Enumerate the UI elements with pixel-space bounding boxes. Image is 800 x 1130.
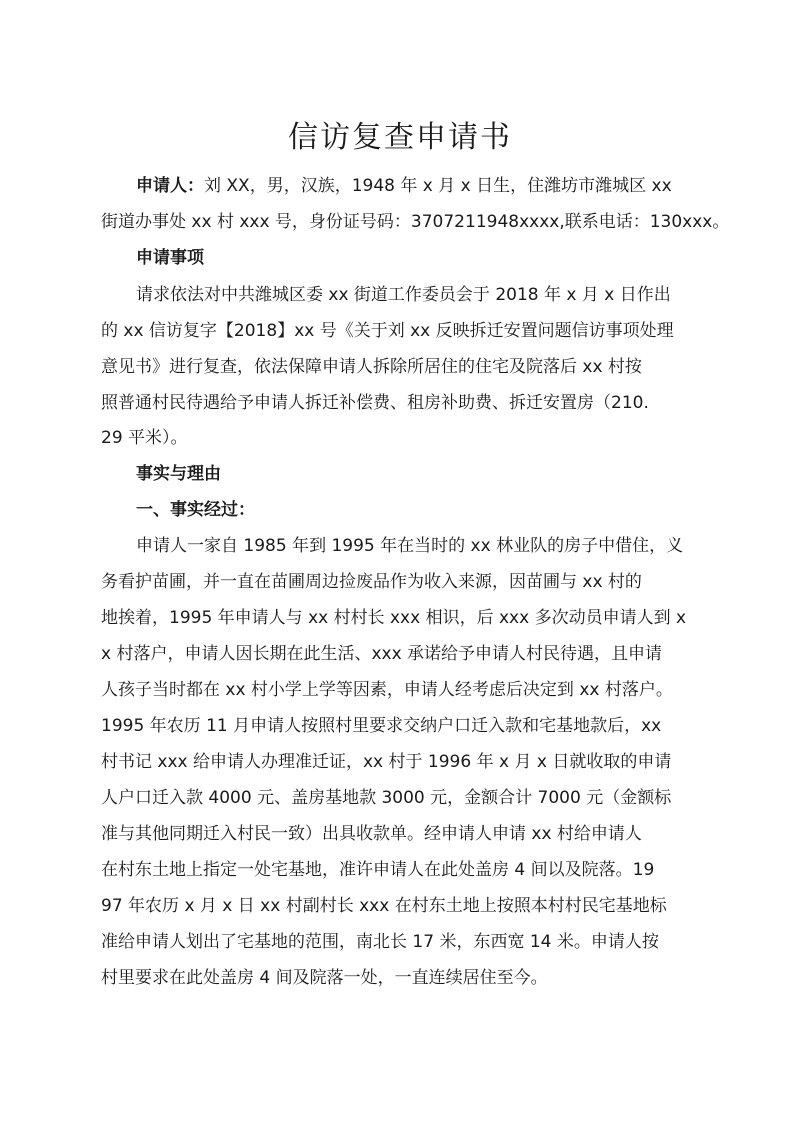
facts-line: 人户口迁入款 4000 元、盖房基地款 3000 元，金额合计 7000 元（金额标 xyxy=(101,788,672,808)
document-title: 信访复查申请书 xyxy=(288,120,512,155)
applicant-text-1: 刘 XX，男，汉族，1948 年 x 月 x 日生，住潍坊市潍城区 xx xyxy=(204,176,672,196)
applicant-label: 申请人： xyxy=(136,176,204,196)
facts-line: 准与其他同期迁入村民一致）出具收款单。经申请人申请 xx 村给申请人 xyxy=(101,824,642,844)
request-line: 的 xx 信访复字【2018】xx 号《关于刘 xx 反映拆迁安置问题信访事项处理 xyxy=(101,321,674,341)
facts-line: 1995 年农历 11 月申请人按照村里要求交纳户口迁入款和宅基地款后，xx xyxy=(101,716,662,736)
facts-line: 村里要求在此处盖房 4 间及院落一处，一直连续居住至今。 xyxy=(101,968,548,988)
applicant-line-2: 街道办事处 xx 村 xxx 号，身份证号码：3707211948xxxx,联系电话：130xxx。 xyxy=(101,212,730,232)
facts-subheading: 一、事实经过： xyxy=(136,500,255,520)
request-line: 29 平米）。 xyxy=(101,428,188,448)
request-line: 照普通村民待遇给予申请人拆迁补偿费、租房补助费、拆迁安置房（210. xyxy=(101,393,649,413)
applicant-line-1 xyxy=(136,175,672,197)
facts-line: 97 年农历 x 月 x 日 xx 村副村长 xxx 在村东土地上按照本村村民宅基地标 xyxy=(101,896,667,916)
request-heading: 申请事项 xyxy=(136,248,204,268)
request-line: 请求依法对中共潍城区委 xx 街道工作委员会于 2018 年 x 月 x 日作出 xyxy=(136,285,671,305)
facts-line: 村书记 xxx 给申请人办理准迁证，xx 村于 1996 年 x 月 x 日就收取的申请 xyxy=(101,752,672,772)
facts-line: 务看护苗圃，并一直在苗圃周边捡废品作为收入来源，因苗圃与 xx 村的 xyxy=(101,572,642,592)
facts-line: 在村东土地上指定一处宅基地，准许申请人在此处盖房 4 间以及院落。19 xyxy=(101,860,655,880)
facts-line: 人孩子当时都在 xx 村小学上学等因素，申请人经考虑后决定到 xx 村落户。 xyxy=(101,680,673,700)
request-line: 意见书》进行复查，依法保障申请人拆除所居住的住宅及院落后 xx 村按 xyxy=(101,357,642,377)
facts-heading: 事实与理由 xyxy=(136,464,221,484)
facts-line: 准给申请人划出了宅基地的范围，南北长 17 米，东西宽 14 米。申请人按 xyxy=(101,932,659,952)
facts-line: 地挨着，1995 年申请人与 xx 村村长 xxx 相识，后 xxx 多次动员申请人到 x xyxy=(101,608,687,628)
facts-line: 申请人一家自 1985 年到 1995 年在当时的 xx 林业队的房子中借住，义 xyxy=(136,536,684,556)
facts-line: x 村落户，申请人因长期在此生活、xxx 承诺给予申请人村民待遇，且申请 xyxy=(101,644,663,664)
